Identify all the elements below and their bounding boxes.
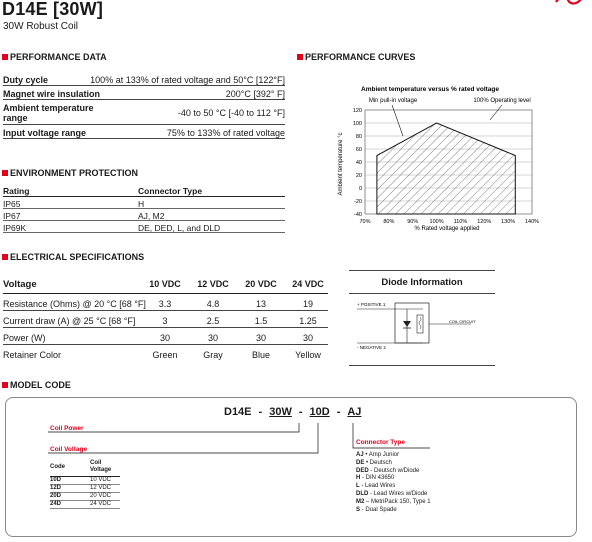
section-environment: ENVIRONMENT PROTECTION [2, 168, 138, 178]
performance-chart [300, 80, 550, 240]
connector-item: DLD - Lead Wires w/Diode [356, 490, 428, 497]
diode-circuit-diagram [351, 297, 493, 363]
env-row: IP65 H [3, 198, 285, 209]
chart-xtick-label: 100% [429, 219, 444, 225]
chart-ytick-label: -40 [354, 212, 362, 218]
diode-coil-label: COIL CIRCUIT [449, 319, 476, 324]
chart-ytick-label: 120 [352, 108, 362, 114]
chart-area-series [377, 123, 515, 214]
chart-xtick-label: 110% [453, 219, 468, 225]
diode-positive-label: + POSITIVE 1 [357, 302, 386, 307]
env-row: IP67 AJ, M2 [3, 210, 285, 221]
connector-type-label: Connector Type [356, 439, 405, 446]
diode-negative-label: - NEGATIVE 2 [357, 345, 386, 350]
elec-row: Resistance (Ohms) @ 20 °C [68 °F] 3.3 4.8 13 19 [3, 295, 328, 311]
chart-ytick-label: 20 [355, 173, 362, 179]
chart-ytick-label: 0 [358, 186, 362, 192]
section-model-code: MODEL CODE [2, 380, 71, 390]
diode-info-panel [349, 270, 495, 366]
coil-voltage-row: 10D 10 VDC [50, 477, 120, 485]
connector-item: S - Dual Spade [356, 506, 397, 513]
chart-annotation-operating-level: 100% Operating level [473, 98, 531, 104]
connector-item: M2 – MetriPack 150, Type 1 [356, 498, 431, 505]
elec-row: Retainer Color Green Gray Blue Yellow [3, 350, 321, 360]
model-code-power: 30W [269, 406, 292, 418]
connector-item: AJ • Amp Junior [356, 452, 400, 458]
env-header-row: Rating Connector Type [3, 185, 285, 197]
chart-ylabel: Ambient temperature °c [338, 132, 344, 196]
diode-info-title: Diode Information [381, 277, 463, 288]
model-code-voltage: 10D [309, 406, 330, 418]
coil-power-label: Coil Power [50, 425, 84, 432]
model-code-string: D14E - 30W - 10D - AJ [224, 406, 362, 418]
chart-xtick-label: 80% [383, 219, 395, 225]
connector-type-list [356, 452, 431, 514]
connector-item: H - DIN 43650 [356, 475, 395, 482]
section-electrical: ELECTRICAL SPECIFICATIONS [2, 252, 144, 262]
chart-xlabel: % Rated voltage applied [414, 226, 480, 232]
brand-logo [552, 0, 588, 8]
perf-row: Magnet wire insulation 200°C [392° F] [3, 89, 285, 99]
section-marker-icon [297, 54, 303, 60]
model-code-series: D14E [224, 406, 252, 418]
perf-row: Ambient temperature range -40 to 50 °C [-40 to 112 °F] [3, 101, 285, 125]
chart-ytick-label: 100 [352, 121, 362, 127]
annotation-leader [490, 105, 502, 120]
chart-xtick-label: 70% [359, 219, 371, 225]
coil-voltage-row: 24D 24 VDC [50, 501, 120, 509]
coil-voltage-label: Coil Voltage [50, 446, 88, 453]
coil-voltage-table: Code Coil Voltage 10D 10 VDC 12D 12 VDC 20D 20 VDC 24D 24 VDC [50, 460, 120, 509]
section-marker-icon [2, 170, 8, 176]
section-marker-icon [2, 382, 8, 388]
elec-row: Power (W) 30 30 30 30 [3, 329, 328, 345]
coil-voltage-row: 20D 20 VDC [50, 493, 120, 501]
chart-ytick-label: 60 [355, 147, 362, 153]
connector-item: DE • Deutsch [356, 459, 392, 466]
page-title: D14E [30W] [2, 0, 104, 19]
annotation-leader [392, 105, 403, 136]
coil-symbol-icon [417, 315, 423, 333]
chart-title: Ambient temperature versus % rated voltage [361, 86, 499, 93]
connector-item: L - Lead Wires [356, 483, 396, 490]
perf-row: Input voltage range 75% to 133% of rated voltage [3, 128, 285, 138]
chart-xtick-label: 130% [501, 219, 516, 225]
chart-ytick-label: 40 [355, 160, 362, 166]
elec-header-row: Voltage 10 VDC 12 VDC 20 VDC 24 VDC [3, 272, 328, 294]
chart-ytick-label: 80 [355, 134, 362, 140]
coil-voltage-row: 12D 12 VDC [50, 485, 120, 493]
chart-ytick-label: -20 [354, 199, 362, 205]
elec-row: Current draw (A) @ 25 °C [68 °F] 3 2.5 1.5 1.25 [3, 312, 328, 328]
section-performance-data: PERFORMANCE DATA [2, 52, 107, 62]
diode-symbol-icon [403, 321, 411, 327]
chart-xtick-label: 120% [477, 219, 492, 225]
section-performance-curves: PERFORMANCE CURVES [297, 52, 415, 62]
model-code-connector: AJ [347, 406, 362, 418]
page-subtitle: 30W Robust Coil [3, 21, 79, 32]
chart-annotation-min-pull-in: Min pull-in voltage [368, 98, 418, 104]
chart-xtick-label: 140% [524, 219, 540, 225]
connector-item: DED - Deutsch w/Diode [356, 467, 420, 474]
chart-xtick-label: 90% [407, 219, 419, 225]
section-marker-icon [2, 54, 8, 60]
section-marker-icon [2, 254, 8, 260]
perf-row: Duty cycle 100% at 133% of rated voltage and 50°C [122°F] [3, 75, 285, 85]
env-row: IP69K DE, DED, L, and DLD [3, 222, 285, 233]
